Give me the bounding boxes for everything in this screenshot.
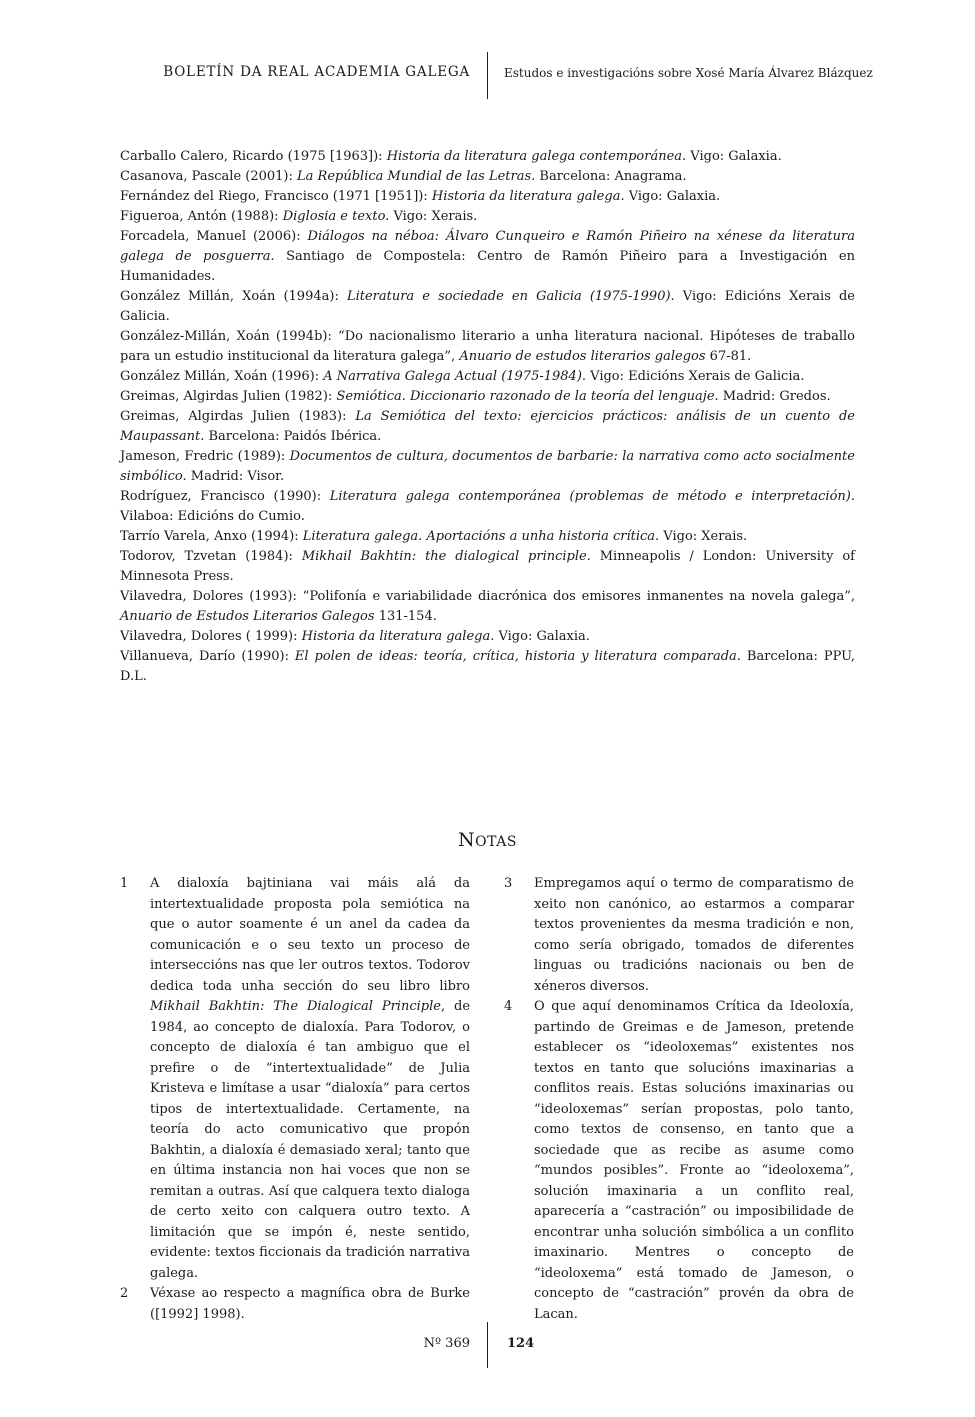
reference-item: Greimas, Algirdas Julien (1982): Semiótica. Diccionario razonado de la teoría del lenguaje. Madrid: Gredos. xyxy=(120,389,831,404)
footnote-number: 2 xyxy=(120,1286,129,1301)
notes-column-right xyxy=(504,874,854,1325)
reference-item: Forcadela, Manuel (2006): Diálogos na néboa: Álvaro Cunqueiro e Ramón Piñeiro na xénese da literatura galega de posguerra. Santiago de Compostela: Centro de Ramón Piñeiro para a Investigación en Humanidades. xyxy=(120,229,855,284)
journal-title: BOLETÍN DA REAL ACADEMIA GALEGA xyxy=(163,64,470,80)
reference-item: Tarrío Varela, Anxo (1994): Literatura galega. Aportacións a unha historia crítica. Vigo: Xerais. xyxy=(120,529,748,544)
reference-item: González Millán, Xoán (1996): A Narrativa Galega Actual (1975-1984). Vigo: Edicións Xerais de Galicia. xyxy=(120,369,805,384)
reference-item: Todorov, Tzvetan (1984): Mikhail Bakhtin: the dialogical principle. Minneapolis / London: University of Minnesota Press. xyxy=(120,549,855,584)
reference-item: Fernández del Riego, Francisco (1971 [1951]): Historia da literatura galega. Vigo: Galaxia. xyxy=(120,189,721,204)
issue-number: Nº 369 xyxy=(423,1336,470,1351)
footnote: 4 O que aquí denominamos Crítica da Ideoloxía, partindo de Greimas e de Jameson, pretende establecer os “ideoloxemas” existentes nos textos en tanto que solucións imaxinarias a conflitos reais. Estas solucións imaxinarias ou “ideoloxemas” serían propostas, polo tanto, como textos de consenso, en tanto que a sociedade que as recibe as asume como “mundos posibles”. Fronte ao “ideoloxema”, solución imaxinaria a un conflito real, aparecería a “castración” ou imposibilidade de encontrar unha solución simbólica a un conflito imaxinario. Mentres o concepto de “ideoloxema” está tomado de Jameson, o concepto de “castración” provén da obra de Lacan. xyxy=(504,999,854,1322)
reference-item: González-Millán, Xoán (1994b): “Do nacionalismo literario a unha literatura nacional. Hipóteses de traballo para un estudio institucional da literatura galega”, Anuario de estudos literarios galegos 67-81. xyxy=(120,329,855,364)
notes-column-left xyxy=(120,874,470,1325)
page-number: 124 xyxy=(507,1336,535,1351)
footnote: 2 Véxase ao respecto a magnífica obra de Burke ([1992] 1998). xyxy=(120,1286,470,1322)
reference-item: González Millán, Xoán (1994a): Literatura e sociedade en Galicia (1975-1990). Vigo: Edicións Xerais de Galicia. xyxy=(120,289,856,324)
references-list xyxy=(120,147,855,687)
reference-item: Casanova, Pascale (2001): La República Mundial de las Letras. Barcelona: Anagrama. xyxy=(120,169,687,184)
reference-item: Jameson, Fredric (1989): Documentos de cultura, documentos de barbarie: la narrativa como acto socialmente simbólico. Madrid: Visor. xyxy=(120,449,855,484)
section-title: Estudos e investigacións sobre Xosé María Álvarez Blázquez xyxy=(504,66,873,80)
header-divider xyxy=(487,52,488,99)
reference-item: Vilavedra, Dolores ( 1999): Historia da literatura galega. Vigo: Galaxia. xyxy=(120,629,590,644)
reference-item: Vilavedra, Dolores (1993): “Polifonía e variabilidade diacrónica dos emisores inmanentes na novela galega”, Anuario de Estudos Literarios Galegos 131-154. xyxy=(120,589,855,624)
reference-item: Greimas, Algirdas Julien (1983): La Semiótica del texto: ejercicios prácticos: análisis de un cuento de Maupassant. Barcelona: Paidós Ibérica. xyxy=(120,409,855,444)
footnote: 1 A dialoxía bajtiniana vai máis alá da intertextualidade proposta pola semiótica na que o autor soamente é un anel da cadea da comunicación e o seu texto un proceso de interseccións nas que ler outros textos. Todorov dedica toda unha sección do seu libro libro Mikhail Bakhtin: The Dialogical Principle, de 1984, ao concepto de dialoxía. Para Todorov, o concepto de dialoxía é tan ambiguo que el prefire o de “intertextualidade” de Julia Kristeva e limítase a usar “dialoxía” para certos tipos de intertextualidade. Certamente, na teoría do acto comunicativo que propón Bakhtin, a dialoxía é demasiado xeral; tanto que en última instancia non hai voces que non se remitan a outras. Así que calquera texto dialoga de certo xeito con calquera outro texto. A limitación que se impón é, neste sentido, evidente: textos ficcionais da tradición narrativa galega. xyxy=(120,876,471,1281)
footnote-number: 1 xyxy=(120,876,129,891)
reference-item: Villanueva, Darío (1990): El polen de ideas: teoría, crítica, historia y literatura comparada. Barcelona: PPU, D.L. xyxy=(120,649,855,684)
notes-heading: NOTAS xyxy=(458,829,517,851)
reference-item: Rodríguez, Francisco (1990): Literatura galega contemporánea (problemas de método e interpretación). Vilaboa: Edicións do Cumio. xyxy=(120,489,855,524)
footnote-number: 4 xyxy=(504,999,513,1014)
footnote-number: 3 xyxy=(504,876,513,891)
footer-divider xyxy=(487,1322,488,1368)
reference-item: Carballo Calero, Ricardo (1975 [1963]): Historia da literatura galega contemporánea. Vigo: Galaxia. xyxy=(120,149,782,164)
footnote: 3 Empregamos aquí o termo de comparatismo de xeito non canónico, ao estarmos a comparar textos provenientes da mesma tradición e non, como sería obrigado, tomados de diferentes linguas ou tradicións nacionais ou ben de xéneros diversos. xyxy=(504,876,854,994)
reference-item: Figueroa, Antón (1988): Diglosia e texto. Vigo: Xerais. xyxy=(120,209,478,224)
